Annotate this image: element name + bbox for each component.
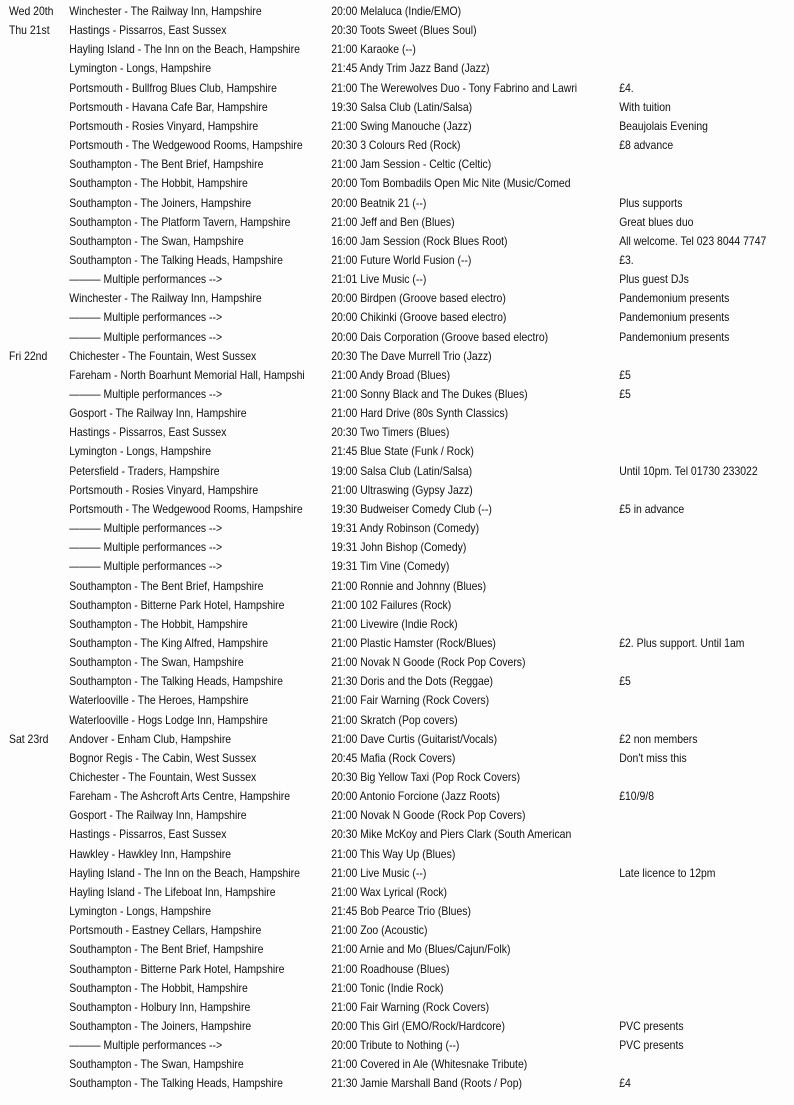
performance-cell: 20:00 Melaluca (Indie/EMO) (331, 5, 462, 18)
performance-cell: 20:00 Beatnik 21 (--) (331, 196, 427, 210)
listing-row (0, 1017, 715, 1036)
listing-row (0, 1055, 715, 1074)
listing-row (0, 328, 730, 347)
listing-row (0, 136, 715, 155)
venue-cell: ——— Multiple performances --> (69, 560, 223, 574)
performance-cell: 20:30 The Dave Murrell Trio (Jazz) (331, 349, 492, 363)
note-cell: £5 in advance (619, 502, 685, 516)
listing-row (0, 500, 715, 519)
performance-cell: 21:00 Future World Fusion (--) (331, 253, 472, 267)
listing-row (0, 940, 715, 959)
venue-cell: Lymington - Longs, Hampshire (69, 445, 212, 459)
listing-row (0, 462, 758, 481)
listing-row (0, 155, 715, 174)
listing-row (0, 385, 715, 404)
listing-row (0, 845, 715, 864)
performance-cell: 21:00 Plastic Hamster (Rock/Blues) (331, 636, 496, 650)
performance-cell: 21:30 Doris and the Dots (Reggae) (331, 675, 494, 689)
performance-cell: 21:00 Dave Curtis (Guitarist/Vocals) (331, 732, 498, 746)
listing-row (0, 308, 730, 327)
performance-cell: 20:00 Tribute to Nothing (--) (331, 1039, 460, 1053)
venue-cell: Southampton - The Hobbit, Hampshire (69, 177, 248, 191)
note-cell: All welcome. Tel 023 8044 7747 (619, 234, 767, 248)
listing-row (0, 921, 715, 940)
performance-cell: 19:31 John Bishop (Comedy) (331, 541, 467, 555)
listing-row (0, 615, 715, 634)
note-cell: Don't miss this (619, 751, 687, 765)
listing-row (0, 691, 715, 710)
venue-cell: ——— Multiple performances --> (69, 1039, 223, 1053)
listing-row (0, 79, 715, 98)
note-cell: With tuition (619, 100, 671, 114)
venue-cell: Fareham - The Ashcroft Arts Centre, Hampshire (69, 790, 291, 804)
venue-cell: Waterlooville - Hogs Lodge Inn, Hampshire (69, 713, 268, 727)
performance-cell: 21:00 Sonny Black and The Dukes (Blues) (331, 388, 528, 401)
note-cell: Until 10pm. Tel 01730 233022 (619, 464, 758, 478)
performance-cell: 19:30 Salsa Club (Latin/Salsa) (331, 100, 473, 114)
venue-cell: Southampton - The Hobbit, Hampshire (69, 981, 248, 995)
listing-row (0, 825, 715, 844)
venue-cell: Southampton - The King Alfred, Hampshire (69, 636, 269, 650)
performance-cell: 21:00 Fair Warning (Rock Covers) (331, 694, 490, 708)
venue-cell: Portsmouth - Eastney Cellars, Hampshire (69, 924, 262, 938)
venue-cell: Gosport - The Railway Inn, Hampshire (69, 809, 247, 823)
listing-row (0, 787, 715, 806)
venue-cell: Southampton - Holbury Inn, Hampshire (69, 1000, 251, 1014)
venue-cell: Southampton - The Hobbit, Hampshire (69, 617, 248, 631)
performance-cell: 21:45 Bob Pearce Trio (Blues) (331, 905, 471, 919)
listing-row (0, 711, 715, 730)
note-cell: £3. (619, 253, 634, 267)
performance-cell: 21:00 Ultraswing (Gypsy Jazz) (331, 483, 473, 497)
note-cell: Late licence to 12pm (619, 866, 716, 880)
performance-cell: 20:00 Chikinki (Groove based electro) (331, 311, 507, 325)
listing-row (0, 596, 715, 615)
listing-row (0, 864, 715, 883)
listing-row (0, 21, 715, 40)
venue-cell: Gosport - The Railway Inn, Hampshire (69, 407, 247, 421)
note-cell: £5 (619, 675, 631, 689)
performance-cell: 20:00 Birdpen (Groove based electro) (331, 292, 506, 306)
venue-cell: Petersfield - Traders, Hampshire (69, 464, 220, 478)
venue-cell: Hayling Island - The Inn on the Beach, Hampshire (69, 866, 300, 880)
performance-cell: 21:01 Live Music (--) (331, 273, 427, 287)
venue-cell: Southampton - The Joiners, Hampshire (69, 196, 252, 210)
performance-cell: 21:00 Jeff and Ben (Blues) (331, 215, 455, 229)
performance-cell: 20:30 Toots Sweet (Blues Soul) (331, 24, 477, 38)
performance-cell: 21:00 Live Music (--) (331, 866, 427, 880)
venue-cell: Chichester - The Fountain, West Sussex (69, 349, 257, 363)
performance-cell: 21:00 Novak N Goode (Rock Pop Covers) (331, 809, 526, 823)
listing-row (0, 270, 715, 289)
venue-cell: Winchester - The Railway Inn, Hampshire (69, 292, 262, 306)
venue-cell: Southampton - The Joiners, Hampshire (69, 1019, 252, 1033)
note-cell: £10/9/8 (619, 790, 655, 804)
listing-row (0, 998, 715, 1017)
note-cell: £5 (619, 368, 631, 382)
venue-cell: Hastings - Pissarros, East Sussex (69, 426, 227, 440)
note-cell: Beaujolais Evening (619, 119, 708, 133)
listing-row (0, 902, 715, 921)
venue-cell: Bognor Regis - The Cabin, West Sussex (69, 751, 257, 765)
note-cell: Pandemonium presents (619, 292, 730, 306)
venue-cell: Winchester - The Railway Inn, Hampshire (69, 5, 262, 18)
performance-cell: 21:00 Arnie and Mo (Blues/Cajun/Folk) (331, 943, 511, 957)
day-cell: Fri 22nd (9, 349, 48, 363)
day-cell: Sat 23rd (9, 732, 49, 746)
venue-cell: Southampton - Bitterne Park Hotel, Hampshire (69, 598, 285, 612)
listing-row (0, 194, 715, 213)
performance-cell: 20:30 Mike McKoy and Piers Clark (South American (331, 828, 572, 842)
listing-row (0, 519, 715, 538)
note-cell: Pandemonium presents (619, 311, 730, 325)
day-cell: Wed 20th (9, 5, 54, 18)
venue-cell: Southampton - The Bent Brief, Hampshire (69, 943, 264, 957)
performance-cell: 21:00 Andy Broad (Blues) (331, 368, 451, 382)
note-cell: £5 (619, 388, 631, 401)
listing-row (0, 366, 715, 385)
listing-row (0, 59, 715, 78)
note-cell: £8 advance (619, 139, 674, 153)
listing-row (0, 174, 715, 193)
venue-cell: Southampton - The Swan, Hampshire (69, 234, 244, 248)
listing-row (0, 117, 715, 136)
listing-row (0, 768, 715, 787)
listing-row (0, 481, 715, 500)
performance-cell: 20:00 Dais Corporation (Groove based electro) (331, 330, 549, 344)
venue-cell: Chichester - The Fountain, West Sussex (69, 771, 257, 784)
performance-cell: 21:00 Wax Lyrical (Rock) (331, 885, 447, 899)
performance-cell: 20:00 Antonio Forcione (Jazz Roots) (331, 790, 500, 804)
performance-cell: 21:00 Zoo (Acoustic) (331, 924, 428, 938)
venue-cell: Portsmouth - Havana Cafe Bar, Hampshire (69, 100, 268, 114)
note-cell: £2 non members (619, 732, 698, 746)
performance-cell: 21:00 Skratch (Pop covers) (331, 713, 458, 727)
listing-row (0, 213, 715, 232)
listing-row (0, 749, 715, 768)
performance-cell: 16:00 Jam Session (Rock Blues Root) (331, 234, 508, 248)
note-cell: Plus supports (619, 196, 683, 210)
listing-row (0, 289, 730, 308)
performance-cell: 21:00 Tonic (Indie Rock) (331, 981, 444, 995)
day-cell: Thu 21st (9, 24, 50, 38)
performance-cell: 20:30 Two Timers (Blues) (331, 426, 450, 440)
note-cell: £2. Plus support. Until 1am (619, 636, 745, 650)
listing-row (0, 98, 715, 117)
performance-cell: 21:00 This Way Up (Blues) (331, 847, 456, 861)
venue-cell: Lymington - Longs, Hampshire (69, 905, 212, 919)
listing-row (0, 40, 715, 59)
venue-cell: Hayling Island - The Inn on the Beach, Hampshire (69, 43, 300, 57)
listing-row (0, 538, 715, 557)
venue-cell: Southampton - The Bent Brief, Hampshire (69, 579, 264, 593)
venue-cell: Southampton - The Talking Heads, Hampshire (69, 1077, 283, 1091)
note-cell: £4 (619, 1077, 631, 1091)
performance-cell: 21:00 Roadhouse (Blues) (331, 962, 450, 976)
performance-cell: 21:00 Swing Manouche (Jazz) (331, 119, 472, 133)
listing-row (0, 251, 715, 270)
venue-cell: Lymington - Longs, Hampshire (69, 62, 212, 76)
listing-row (0, 404, 715, 423)
performance-cell: 21:00 Fair Warning (Rock Covers) (331, 1000, 490, 1014)
listing-row (0, 557, 715, 576)
listing-row (0, 1036, 715, 1055)
listing-row (0, 2, 715, 21)
venue-cell: ——— Multiple performances --> (69, 541, 223, 555)
performance-cell: 21:45 Blue State (Funk / Rock) (331, 445, 474, 459)
performance-cell: 20:45 Mafia (Rock Covers) (331, 751, 456, 765)
performance-cell: 19:31 Tim Vine (Comedy) (331, 560, 450, 574)
listing-row (0, 730, 715, 749)
venue-cell: ——— Multiple performances --> (69, 330, 223, 344)
venue-cell: ——— Multiple performances --> (69, 388, 223, 401)
note-cell: £4. (619, 81, 634, 95)
performance-cell: 19:00 Salsa Club (Latin/Salsa) (331, 464, 473, 478)
venue-cell: Hawkley - Hawkley Inn, Hampshire (69, 847, 232, 861)
listing-row (0, 577, 715, 596)
venue-cell: ——— Multiple performances --> (69, 522, 223, 536)
performance-cell: 20:00 Tom Bombadils Open Mic Nite (Music/Comed (331, 177, 571, 191)
listing-row (0, 634, 745, 653)
performance-cell: 21:00 102 Failures (Rock) (331, 598, 452, 612)
listing-row (0, 423, 715, 442)
performance-cell: 21:00 The Werewolves Duo - Tony Fabrino and Lawri (331, 81, 578, 95)
note-cell: PVC presents (619, 1019, 684, 1033)
performance-cell: 21:00 Livewire (Indie Rock) (331, 617, 458, 631)
listing-row (0, 1074, 715, 1093)
venue-cell: Southampton - The Bent Brief, Hampshire (69, 158, 264, 172)
listing-row (0, 960, 715, 979)
venue-cell: ——— Multiple performances --> (69, 273, 223, 287)
venue-cell: Andover - Enham Club, Hampshire (69, 732, 232, 746)
note-cell: Plus guest DJs (619, 273, 689, 287)
note-cell: Great blues duo (619, 215, 694, 229)
venue-cell: Southampton - The Talking Heads, Hampshire (69, 675, 283, 689)
performance-cell: 21:00 Covered in Ale (Whitesnake Tribute) (331, 1058, 528, 1072)
venue-cell: Hastings - Pissarros, East Sussex (69, 24, 227, 38)
listing-row (0, 806, 715, 825)
venue-cell: Fareham - North Boarhunt Memorial Hall, Hampshi (69, 368, 305, 382)
venue-cell: Hastings - Pissarros, East Sussex (69, 828, 227, 842)
venue-cell: Waterlooville - The Heroes, Hampshire (69, 694, 249, 708)
venue-cell: Portsmouth - Rosies Vinyard, Hampshire (69, 483, 259, 497)
performance-cell: 20:00 This Girl (EMO/Rock/Hardcore) (331, 1019, 505, 1033)
venue-cell: Portsmouth - The Wedgewood Rooms, Hampshire (69, 502, 303, 516)
venue-cell: Hayling Island - The Lifeboat Inn, Hampshire (69, 885, 276, 899)
listing-row (0, 883, 715, 902)
performance-cell: 21:00 Karaoke (--) (331, 43, 416, 57)
venue-cell: Southampton - The Swan, Hampshire (69, 656, 244, 670)
performance-cell: 21:00 Hard Drive (80s Synth Classics) (331, 407, 509, 421)
venue-cell: Southampton - The Talking Heads, Hampshire (69, 253, 283, 267)
listing-row (0, 232, 767, 251)
venue-cell: Southampton - Bitterne Park Hotel, Hampshire (69, 962, 285, 976)
venue-cell: Portsmouth - Bullfrog Blues Club, Hampshire (69, 81, 277, 95)
listing-row (0, 347, 715, 366)
performance-cell: 21:00 Novak N Goode (Rock Pop Covers) (331, 656, 526, 670)
listing-row (0, 442, 715, 461)
venue-cell: Southampton - The Swan, Hampshire (69, 1058, 244, 1072)
venue-cell: Southampton - The Platform Tavern, Hampshire (69, 215, 291, 229)
performance-cell: 21:45 Andy Trim Jazz Band (Jazz) (331, 62, 490, 76)
venue-cell: Portsmouth - Rosies Vinyard, Hampshire (69, 119, 259, 133)
listing-row (0, 979, 715, 998)
note-cell: Pandemonium presents (619, 330, 730, 344)
note-cell: PVC presents (619, 1039, 684, 1053)
listing-row (0, 653, 715, 672)
performance-cell: 21:00 Ronnie and Johnny (Blues) (331, 579, 487, 593)
performance-cell: 19:31 Andy Robinson (Comedy) (331, 522, 480, 536)
performance-cell: 20:30 Big Yellow Taxi (Pop Rock Covers) (331, 771, 521, 784)
venue-cell: Portsmouth - The Wedgewood Rooms, Hampshire (69, 139, 303, 153)
performance-cell: 20:30 3 Colours Red (Rock) (331, 139, 461, 153)
performance-cell: 21:30 Jamie Marshall Band (Roots / Pop) (331, 1077, 523, 1091)
performance-cell: 21:00 Jam Session - Celtic (Celtic) (331, 158, 492, 172)
listing-row (0, 672, 715, 691)
venue-cell: ——— Multiple performances --> (69, 311, 223, 325)
performance-cell: 19:30 Budweiser Comedy Club (--) (331, 502, 492, 516)
